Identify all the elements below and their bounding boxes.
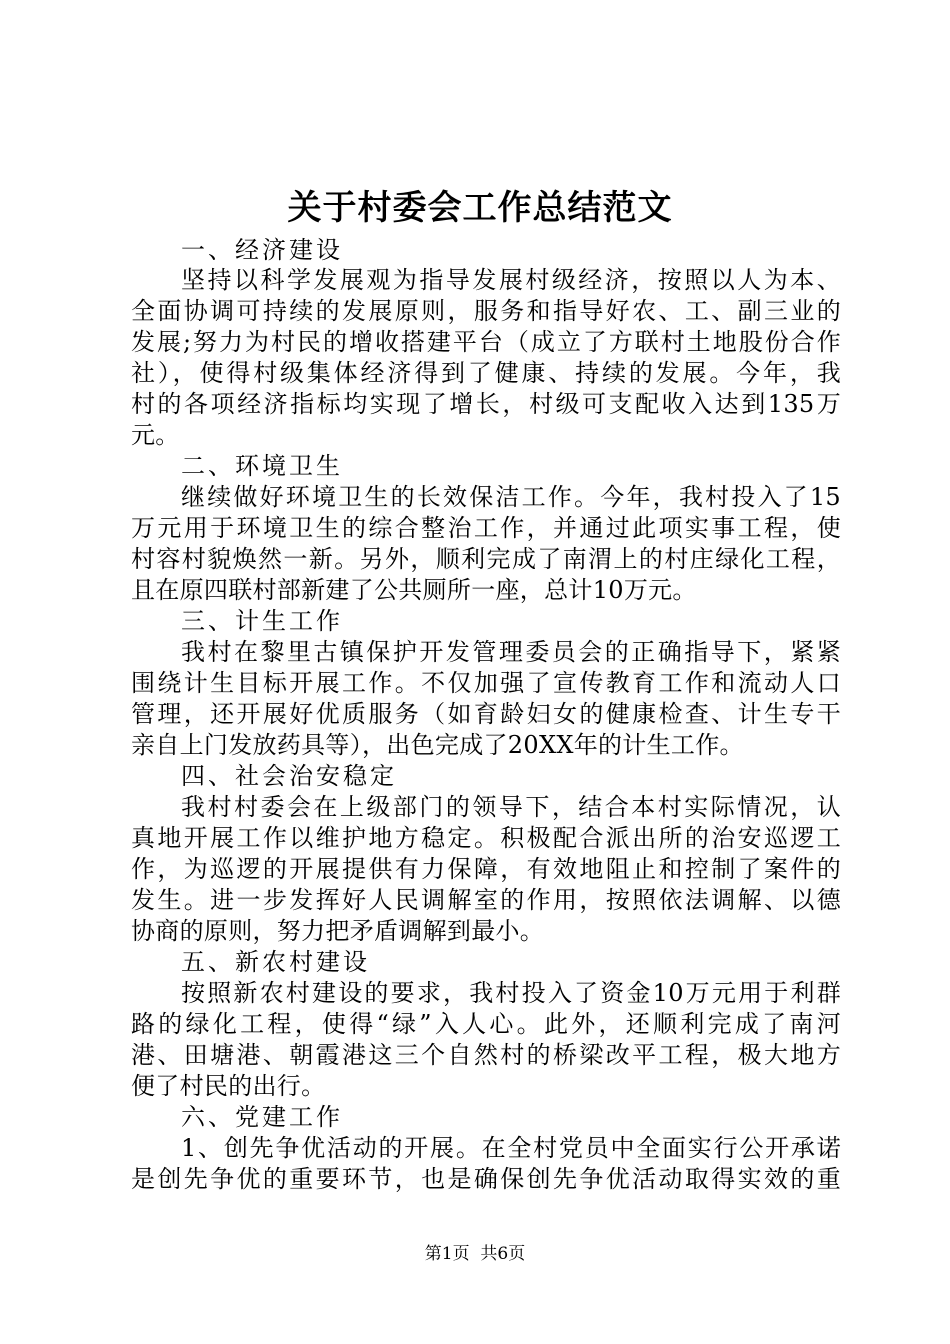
paragraph-line: 村容村貌焕然一新。另外，顺利完成了南渭上的村庄绿化工程，	[131, 545, 841, 573]
paragraph-line: 我村村委会在上级部门的领导下，结合本村实际情况，认	[181, 793, 841, 821]
document-title: 关于村委会工作总结范文	[287, 188, 673, 228]
paragraph-line: 协商的原则，努力把矛盾调解到最小。	[131, 917, 545, 945]
paragraph-line: 我村在黎里古镇保护开发管理委员会的正确指导下，紧紧	[181, 638, 841, 666]
paragraph-line: 坚持以科学发展观为指导发展村级经济，按照以人为本、	[181, 266, 841, 294]
paragraph-line: 亲自上门发放药具等），出色完成了20XX年的计生工作。	[131, 731, 744, 759]
paragraph-line: 便了村民的出行。	[131, 1072, 326, 1100]
paragraph-line: 管理，还开展好优质服务（如育龄妇女的健康检查、计生专干	[131, 700, 841, 728]
section-heading-new-countryside: 五、新农村建设	[181, 948, 370, 976]
paragraph-line: 作，为巡逻的开展提供有力保障，有效地阻止和控制了案件的	[131, 855, 841, 883]
page-footer: 第1页 共6页	[424, 1244, 526, 1264]
paragraph-line: 全面协调可持续的发展原则，服务和指导好农、工、副三业的	[131, 297, 841, 325]
paragraph-line: 是创先争优的重要环节，也是确保创先争优活动取得实效的重	[131, 1165, 841, 1193]
paragraph-line: 村的各项经济指标均实现了增长，村级可支配收入达到135万	[131, 390, 841, 418]
section-heading-environment: 二、环境卫生	[181, 452, 343, 480]
paragraph-line: 且在原四联村部新建了公共厕所一座，总计10万元。	[131, 576, 697, 604]
paragraph-line: 港、田塘港、朝霞港这三个自然村的桥梁改平工程，极大地方	[131, 1041, 841, 1069]
section-heading-family-planning: 三、计生工作	[181, 607, 343, 635]
paragraph-line: 路的绿化工程，使得“绿”入人心。此外，还顺利完成了南河	[131, 1010, 841, 1038]
paragraph-line: 按照新农村建设的要求，我村投入了资金10万元用于利群	[181, 979, 841, 1007]
paragraph-line: 社），使得村级集体经济得到了健康、持续的发展。今年，我	[131, 359, 841, 387]
section-heading-economy: 一、经济建设	[181, 236, 343, 264]
section-heading-public-security: 四、社会治安稳定	[181, 762, 397, 790]
paragraph-line: 1、创先争优活动的开展。在全村党员中全面实行公开承诺	[181, 1134, 841, 1162]
paragraph-line: 万元用于环境卫生的综合整治工作，并通过此项实事工程，使	[131, 514, 841, 542]
section-heading-party-building: 六、党建工作	[181, 1103, 343, 1131]
paragraph-line: 发生。进一步发挥好人民调解室的作用，按照依法调解、以德	[131, 886, 841, 914]
paragraph-line: 围绕计生目标开展工作。不仅加强了宣传教育工作和流动人口	[131, 669, 841, 697]
paragraph-line: 继续做好环境卫生的长效保洁工作。今年，我村投入了15	[181, 483, 841, 511]
paragraph-line: 发展;努力为村民的增收搭建平台（成立了方联村土地股份合作	[131, 328, 841, 356]
paragraph-line: 元。	[131, 421, 180, 449]
paragraph-line: 真地开展工作以维护地方稳定。积极配合派出所的治安巡逻工	[131, 824, 841, 852]
